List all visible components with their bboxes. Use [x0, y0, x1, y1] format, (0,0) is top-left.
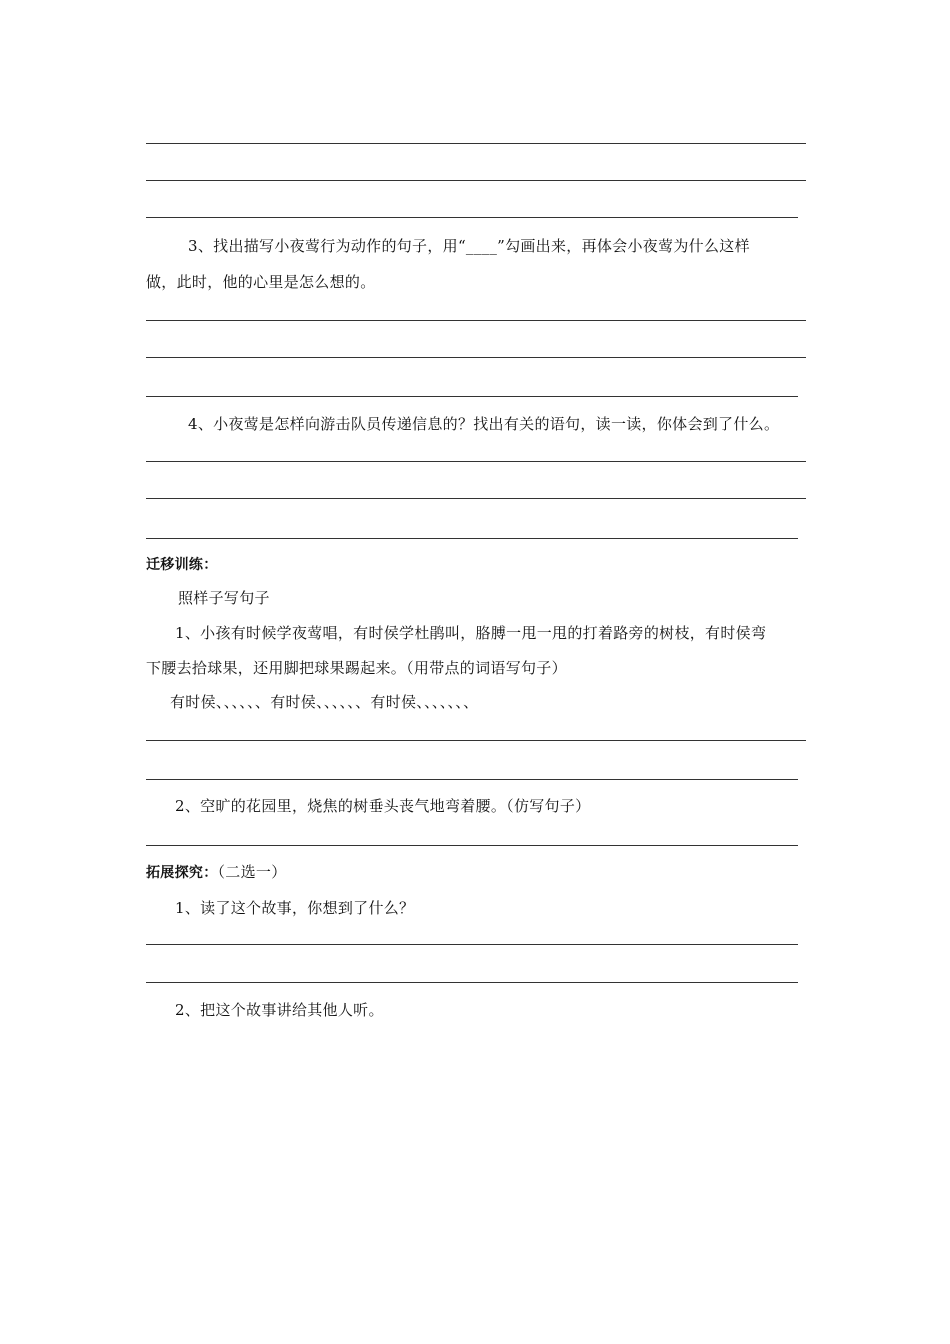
transfer-item-1-line-1: 1、小孩有时候学夜莺唱，有时侯学杜鹃叫，胳膊一甩一甩的打着路旁的树枝，有时侯弯 — [175, 624, 767, 642]
answer-line — [146, 180, 806, 181]
question-3-line-2: 做，此时，他的心里是怎么想的。 — [146, 273, 376, 291]
answer-line — [146, 845, 798, 846]
transfer-heading: 迁移训练： — [146, 557, 218, 573]
answer-line — [146, 779, 798, 780]
extend-item-2: 2、把这个故事讲给其他人听。 — [175, 1001, 384, 1019]
question-4-line-1: 4、小夜莺是怎样向游击队员传递信息的？找出有关的语句，读一读，你体会到了什么。 — [188, 415, 780, 433]
answer-line — [146, 357, 806, 358]
answer-line — [146, 461, 806, 462]
extend-item-1: 1、读了这个故事，你想到了什么？ — [175, 899, 415, 917]
answer-line — [146, 396, 798, 397]
answer-line — [146, 982, 798, 983]
extend-heading-note: （二选一） — [217, 863, 287, 881]
answer-line — [146, 944, 798, 945]
answer-line — [146, 538, 798, 539]
answer-line — [146, 498, 806, 499]
transfer-item-1-line-2: 下腰去拾球果，还用脚把球果踢起来。（用带点的词语写句子） — [146, 659, 567, 677]
answer-line — [146, 320, 806, 321]
extend-heading: 拓展探究： — [146, 865, 218, 881]
answer-line — [146, 143, 806, 144]
transfer-item-2: 2、空旷的花园里，烧焦的树垂头丧气地弯着腰。（仿写句子） — [175, 797, 591, 815]
answer-line — [146, 740, 806, 741]
answer-line — [146, 217, 798, 218]
extend-heading-row — [146, 862, 287, 883]
transfer-subheading: 照样子写句子 — [178, 589, 270, 607]
transfer-item-1-pattern: 有时侯、、、、、、有时侯、、、、、、有时侯、、、、、、、 — [170, 693, 479, 711]
question-3-line-1: 3、找出描写小夜莺行为动作的句子，用“____”勾画出来，再体会小夜莺为什么这样 — [188, 237, 750, 255]
